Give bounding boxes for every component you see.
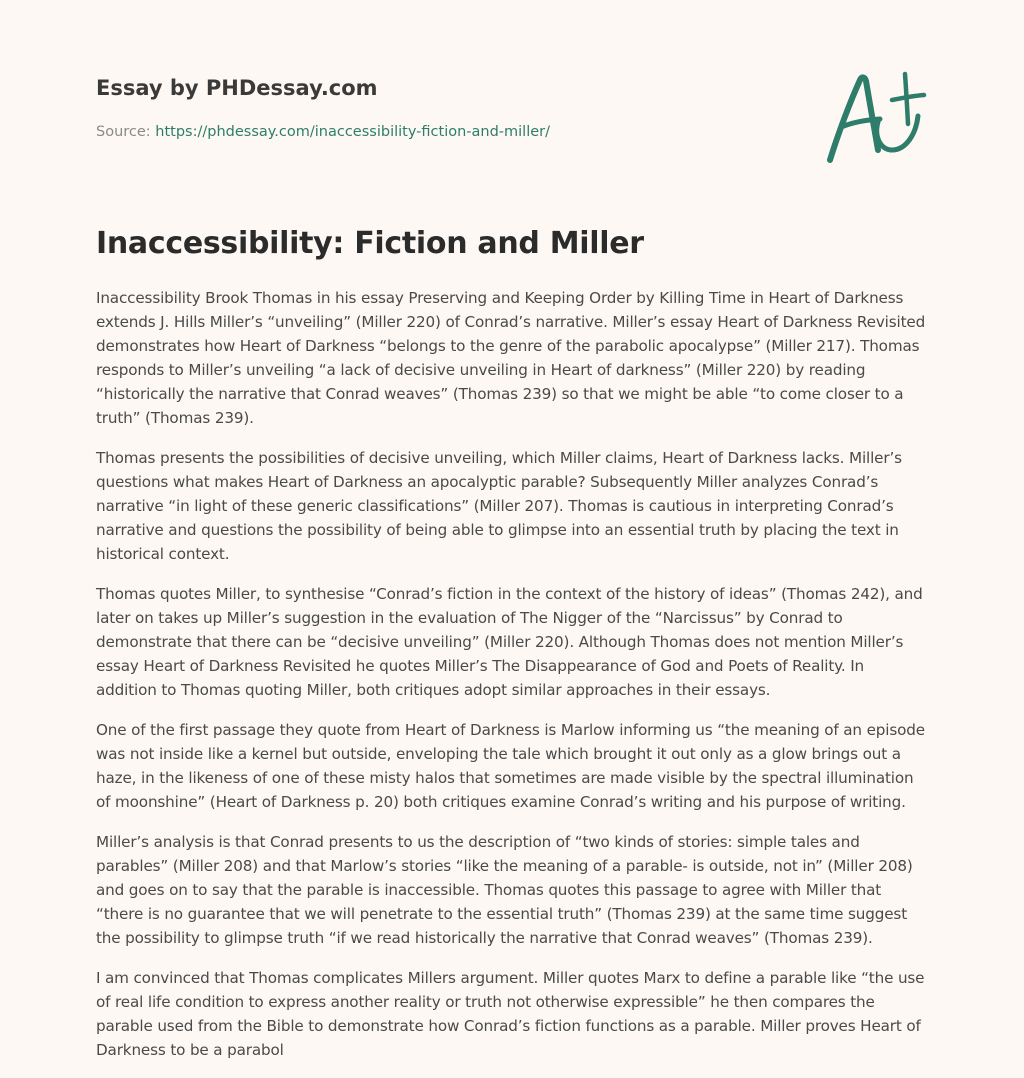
essay-body bbox=[96, 286, 928, 1078]
a-plus-grade-icon bbox=[820, 64, 930, 168]
essay-paragraph: Miller’s analysis is that Conrad presents to us the description of “two kinds of stories: simple tales and parables” (Miller 208) and that Marlow’s stories “like the meaning of a parable- is outside, not in” (Miller 208) and goes on to say that the parable is inaccessible. Thomas quotes this passage to agree with Miller that “there is no guarantee that we will penetrate to the essential truth” (Thomas 239) at the same time suggest the possibility to glimpse truth “if we read historically the narrative that Conrad weaves” (Thomas 239). bbox=[96, 833, 913, 947]
site-title: Essay by PHDessay.com bbox=[96, 76, 378, 100]
essay-paragraph: Thomas quotes Miller, to synthesise “Conrad’s fiction in the context of the history of ideas” (Thomas 242), and later on takes up Miller’s suggestion in the evaluation of The Nigger of the “Narcissus” by Conrad to demonstrate that there can be “decisive unveiling” (Miller 220). Although Thomas does not mention Miller’s essay Heart of Darkness Revisited he quotes Miller’s The Disappearance of God and Poets of Reality. In addition to Thomas quoting Miller, both critiques adopt similar approaches in their essays. bbox=[96, 585, 923, 699]
essay-title: Inaccessibility: Fiction and Miller bbox=[96, 226, 644, 261]
essay-paragraph: Inaccessibility Brook Thomas in his essay Preserving and Keeping Order by Killing Time in Heart of Darkness extends J. Hills Miller’s “unveiling” (Miller 220) of Conrad’s narrative. Miller’s essay Heart of Darkness Revisited demonstrates how Heart of Darkness “belongs to the genre of the parabolic apocalypse” (Miller 217). Thomas responds to Miller’s unveiling “a lack of decisive unveiling in Heart of darkness” (Miller 220) by reading “historically the narrative that Conrad weaves” (Thomas 239) so that we might be able “to come closer to a truth” (Thomas 239). bbox=[96, 289, 926, 427]
source-line bbox=[96, 124, 550, 140]
essay-paragraph: I am convinced that Thomas complicates Millers argument. Miller quotes Marx to define a parable like “the use of real life condition to express another reality or truth not otherwise expressible” he then compares the parable used from the Bible to demonstrate how Conrad’s fiction functions as a parable. Miller proves Heart of Darkness to be a parabol bbox=[96, 969, 925, 1059]
essay-paragraph: One of the first passage they quote from Heart of Darkness is Marlow informing us “the meaning of an episode was not inside like a kernel but outside, enveloping the tale which brought it out only as a glow brings out a haze, in the likeness of one of these misty halos that sometimes are made visible by the spectral illumination of moonshine” (Heart of Darkness p. 20) both critiques examine Conrad’s writing and his purpose of writing. bbox=[96, 721, 925, 811]
source-link[interactable]: https://phdessay.com/inaccessibility-fiction-and-miller/ bbox=[155, 124, 551, 140]
source-label: Source: bbox=[96, 124, 156, 140]
essay-paragraph: Thomas presents the possibilities of decisive unveiling, which Miller claims, Heart of Darkness lacks. Miller’s questions what makes Heart of Darkness an apocalyptic parable? Subsequently Miller analyzes Conrad’s narrative “in light of these generic classifications” (Miller 207). Thomas is cautious in interpreting Conrad’s narrative and questions the possibility of being able to glimpse into an essential truth by placing the text in historical context. bbox=[96, 449, 902, 563]
